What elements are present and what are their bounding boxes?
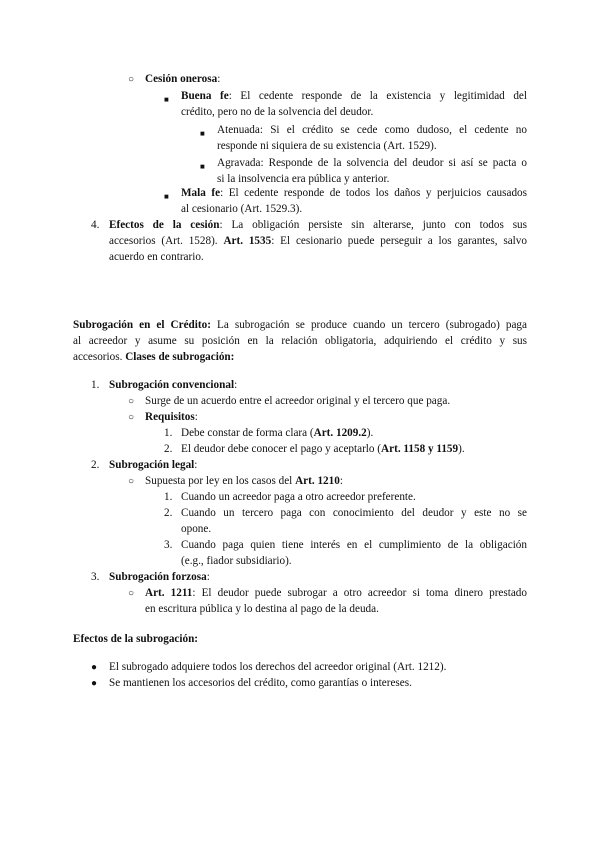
forzosa-line-1: Art. 1211: El deudor puede subrogar a otro acreedor si toma dinero prestado <box>145 587 527 599</box>
legal-caso-3-line-1: Cuando paga quien tiene interés en el cumplimiento de la obligación <box>181 539 527 551</box>
list-number: 2. <box>91 459 100 471</box>
subrogacion-paragraph-line-1: Subrogación en el Crédito: La subrogación se produce cuando un tercero (subrogado) paga <box>73 319 527 331</box>
circle-bullet-icon: ○ <box>128 74 135 85</box>
subrogacion-paragraph-line-2: al acreedor y asume su posición en la relación obligatoria, adquiriendo el crédito y sus <box>73 335 527 347</box>
buena-fe-line-2: crédito, pero no de la solvencia del deudor. <box>181 106 374 118</box>
subrogacion-paragraph-line-3: accesorios. Clases de subrogación: <box>73 351 235 363</box>
circle-bullet-icon: ○ <box>128 396 135 407</box>
legal-caso-2-line-2: opone. <box>181 523 212 535</box>
legal-supuesta: Supuesta por ley en los casos del Art. 1210: <box>145 475 343 487</box>
square-bullet-icon: ■ <box>200 162 205 171</box>
list-number: 2. <box>164 443 173 455</box>
bullet-dot-icon: ● <box>91 662 98 673</box>
circle-bullet-icon: ○ <box>128 412 135 423</box>
legal-heading: Subrogación legal: <box>109 459 198 471</box>
circle-bullet-icon: ○ <box>128 588 135 599</box>
requisito-2: El deudor debe conocer el pago y aceptarlo (Art. 1158 y 1159). <box>181 443 465 455</box>
efectos-subrogacion-bullet-2: Se mantienen los accesorios del crédito, como garantías o intereses. <box>109 677 412 689</box>
list-number: 4. <box>91 219 100 231</box>
legal-caso-1: Cuando un acreedor paga a otro acreedor preferente. <box>181 491 416 503</box>
mala-fe-line-2: al cesionario (Art. 1529.3). <box>181 203 303 215</box>
mala-fe-line-1: Mala fe: El cedente responde de todos los daños y perjuicios causados <box>181 187 527 199</box>
square-bullet-icon: ■ <box>164 192 169 201</box>
list-number: 1. <box>164 491 173 503</box>
list-number: 1. <box>164 427 173 439</box>
convencional-heading: Subrogación convencional: <box>109 379 238 391</box>
legal-caso-2-line-1: Cuando un tercero paga con conocimiento del deudor y este no se <box>181 507 527 519</box>
legal-caso-3-line-2: (e.g., fiador subsidiario). <box>181 555 292 567</box>
agravada-line-1: Agravada: Responde de la solvencia del deudor si así se pacta o <box>217 157 527 169</box>
list-number: 2. <box>164 507 173 519</box>
atenuada-line-2: responde ni siquiera de su existencia (Art. 1529). <box>217 140 437 152</box>
efectos-subrogacion-bullet-1: El subrogado adquiere todos los derechos del acreedor original (Art. 1212). <box>109 661 447 673</box>
forzosa-heading: Subrogación forzosa: <box>109 571 210 583</box>
efectos-cesion-line-3: acuerdo en contrario. <box>109 251 204 263</box>
forzosa-line-2: en escritura pública y lo destina al pago de la deuda. <box>145 603 379 615</box>
list-number: 3. <box>164 539 173 551</box>
atenuada-line-1: Atenuada: Si el crédito se cede como dudoso, el cedente no <box>217 124 527 136</box>
buena-fe-line-1: Buena fe: El cedente responde de la existencia y legitimidad del <box>181 90 528 102</box>
convencional-surge: Surge de un acuerdo entre el acreedor original y el tercero que paga. <box>145 395 451 407</box>
efectos-cesion-line-1: Efectos de la cesión: La obligación persiste sin alterarse, junto con todos sus <box>109 219 527 231</box>
list-number: 3. <box>91 571 100 583</box>
efectos-cesion-line-2: accesorios (Art. 1528). Art. 1535: El cesionario puede perseguir a los garantes, salvo <box>109 235 527 247</box>
cesion-onerosa-item: Cesión onerosa: <box>145 73 221 85</box>
requisito-1: Debe constar de forma clara (Art. 1209.2). <box>181 427 374 439</box>
square-bullet-icon: ■ <box>200 129 205 138</box>
square-bullet-icon: ■ <box>164 95 169 104</box>
list-number: 1. <box>91 379 100 391</box>
efectos-subrogacion-heading: Efectos de la subrogación: <box>73 633 199 645</box>
agravada-line-2: si la insolvencia era pública y anterior. <box>217 173 390 185</box>
circle-bullet-icon: ○ <box>128 476 135 487</box>
bullet-dot-icon: ● <box>91 678 98 689</box>
requisitos-heading: Requisitos: <box>145 411 198 423</box>
